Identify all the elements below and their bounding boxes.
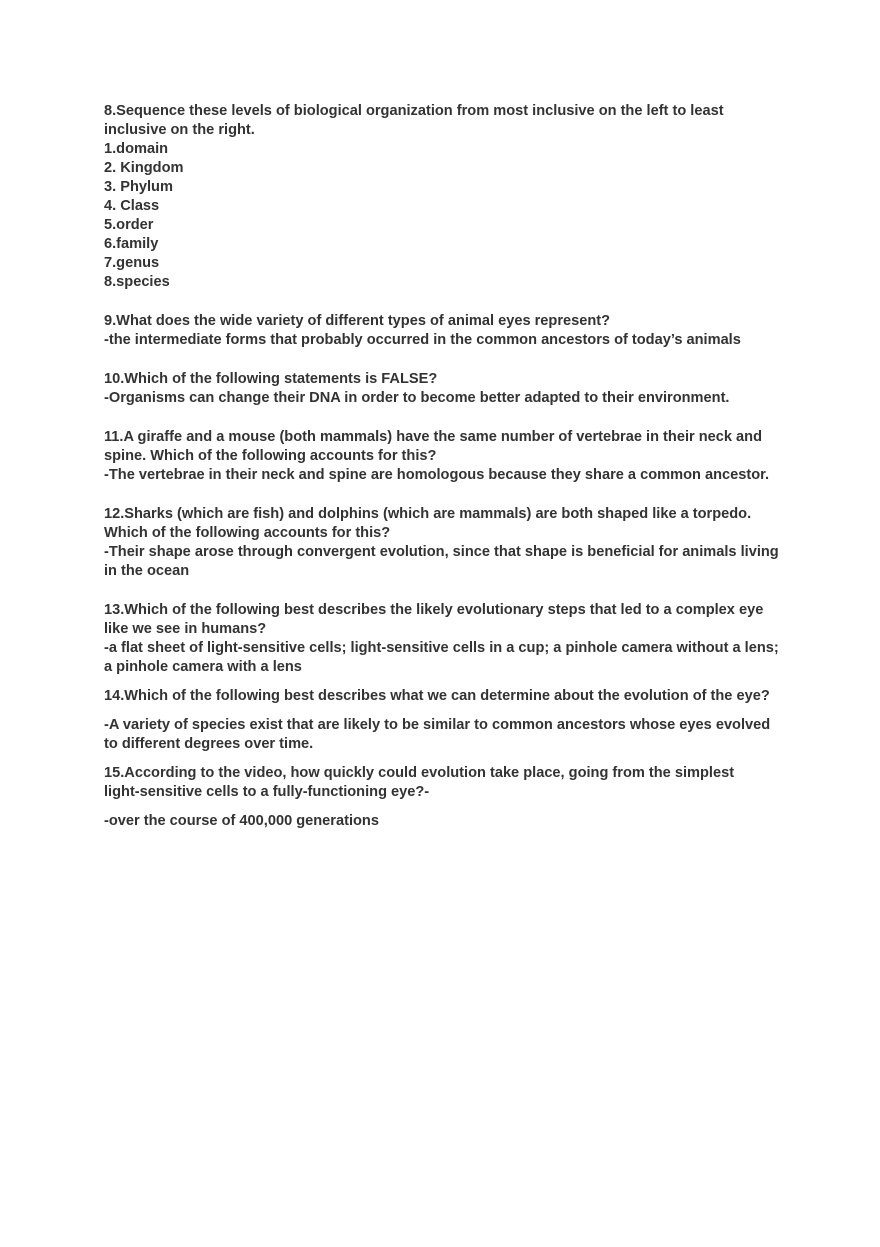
question-15-text-line-2: light-sensitive cells to a fully-functioning eye?- [104, 784, 430, 800]
question-11 [104, 428, 784, 485]
question-8 [104, 102, 784, 292]
question-10-text: 10.Which of the following statements is FALSE? [104, 371, 438, 387]
question-15 [104, 764, 784, 831]
answer-13-text-line-2: a pinhole camera with a lens [104, 659, 302, 675]
question-9-text: 9.What does the wide variety of different types of animal eyes represent? [104, 313, 611, 329]
question-14 [104, 687, 784, 754]
answer-14-text-line-2: to different degrees over time. [104, 736, 314, 752]
question-15-text-line-1: 15.According to the video, how quickly could evolution take place, going from the simplest [104, 765, 735, 781]
question-11-text-line-1: 11.A giraffe and a mouse (both mammals) have the same number of vertebrae in their neck and [104, 429, 762, 445]
answer-13-text-line-1: -a flat sheet of light-sensitive cells; light-sensitive cells in a cup; a pinhole camera without a lens; [104, 640, 779, 656]
answer-9-text: -the intermediate forms that probably occurred in the common ancestors of today’s animals [104, 332, 741, 348]
question-8-text-line-1: 8.Sequence these levels of biological organization from most inclusive on the left to least [104, 103, 724, 119]
answer-10-text: -Organisms can change their DNA in order to become better adapted to their environment. [104, 390, 730, 406]
question-12 [104, 505, 784, 581]
answer-14-text-line-1: -A variety of species exist that are likely to be similar to common ancestors whose eyes evolved [104, 717, 771, 733]
question-12-text-line-2: Which of the following accounts for this? [104, 525, 391, 541]
question-14-text: 14.Which of the following best describes what we can determine about the evolution of the eye? [104, 688, 770, 704]
answer-12-text-line-1: -Their shape arose through convergent evolution, since that shape is beneficial for animals living [104, 544, 779, 560]
answer-11-text: -The vertebrae in their neck and spine are homologous because they share a common ancestor. [104, 467, 770, 483]
list-item-phylum: 3. Phylum [104, 179, 173, 195]
answer-15-text: -over the course of 400,000 generations [104, 813, 379, 829]
document-content [104, 102, 784, 831]
list-item-species: 8.species [104, 274, 170, 290]
list-item-kingdom: 2. Kingdom [104, 160, 184, 176]
list-item-genus: 7.genus [104, 255, 160, 271]
question-10 [104, 370, 784, 408]
question-9 [104, 312, 784, 350]
question-12-text-line-1: 12.Sharks (which are fish) and dolphins (which are mammals) are both shaped like a torpedo. [104, 506, 752, 522]
list-item-order: 5.order [104, 217, 154, 233]
list-item-domain: 1.domain [104, 141, 169, 157]
question-8-text-line-2: inclusive on the right. [104, 122, 255, 138]
answer-12-text-line-2: in the ocean [104, 563, 190, 579]
question-13-text-line-2: like we see in humans? [104, 621, 267, 637]
question-13 [104, 601, 784, 677]
list-item-family: 6.family [104, 236, 159, 252]
question-11-text-line-2: spine. Which of the following accounts for this? [104, 448, 437, 464]
question-13-text-line-1: 13.Which of the following best describes the likely evolutionary steps that led to a complex eye [104, 602, 764, 618]
list-item-class: 4. Class [104, 198, 160, 214]
